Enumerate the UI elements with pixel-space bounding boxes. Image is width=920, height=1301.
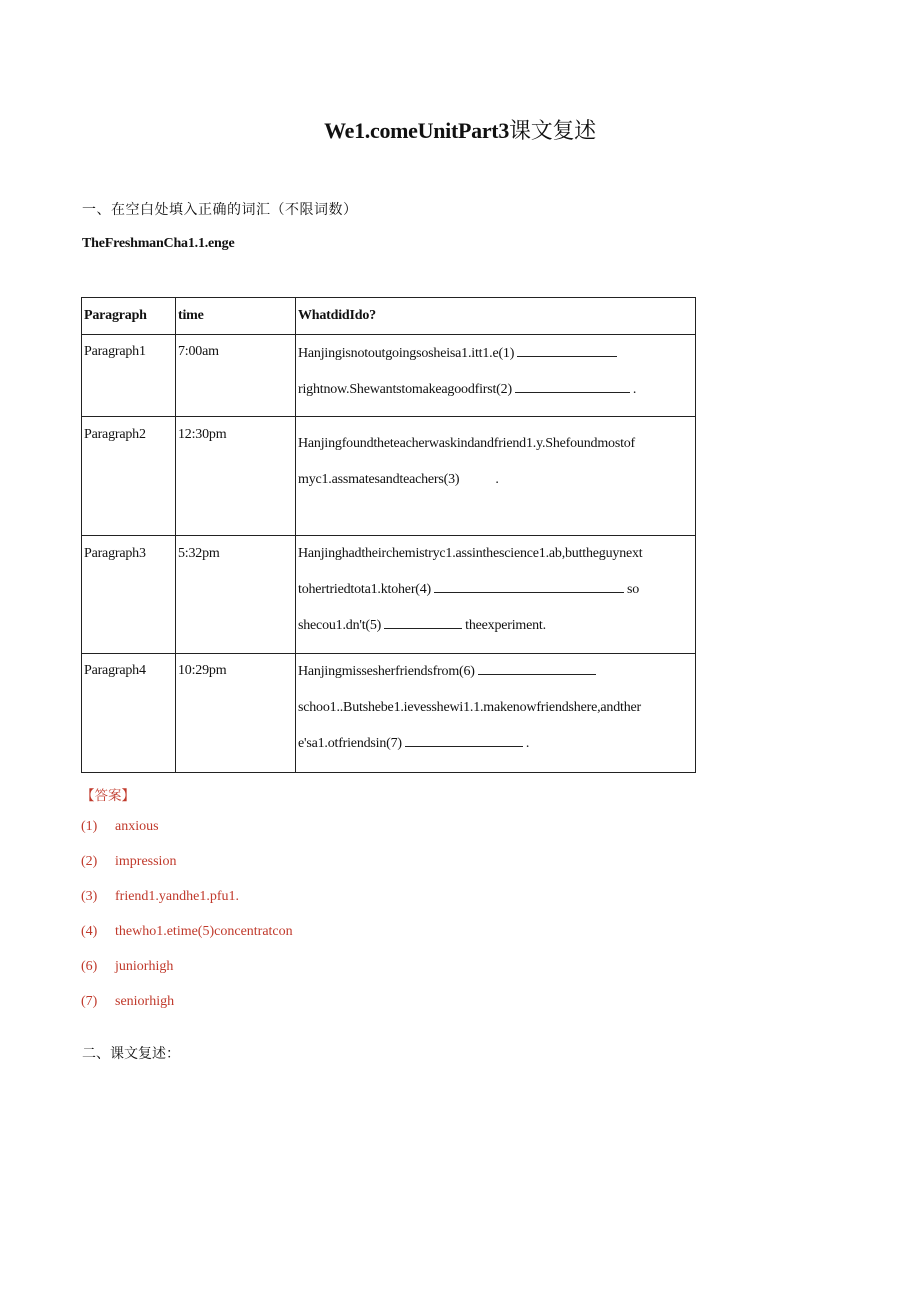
desc-text: shecou1.dn't(5) bbox=[298, 618, 382, 633]
desc-text: Hanjingisnotoutgoingsosheisa1.itt1.e(1) bbox=[298, 346, 515, 361]
answer-item bbox=[81, 959, 293, 994]
header-time: time bbox=[176, 298, 296, 335]
desc-text: Hanjinghadtheirchemistryc1.assinthescience1.ab,buttheguynext bbox=[298, 546, 643, 561]
answer-header: 【答案】 bbox=[81, 788, 135, 804]
table-header-row bbox=[82, 298, 696, 335]
answer-item bbox=[81, 854, 293, 889]
answer-item bbox=[81, 889, 293, 924]
answer-section bbox=[81, 784, 293, 1029]
header-paragraph: Paragraph bbox=[82, 298, 176, 335]
blank-5[interactable] bbox=[384, 615, 462, 629]
answer-item bbox=[81, 994, 293, 1029]
paragraph-label: Paragraph4 bbox=[82, 654, 176, 773]
description-cell bbox=[296, 654, 696, 773]
desc-text: theexperiment. bbox=[465, 618, 546, 633]
header-what: WhatdidIdo? bbox=[296, 298, 696, 335]
section2-heading: 二、课文复述： bbox=[82, 1046, 180, 1062]
desc-text: . bbox=[632, 382, 637, 397]
desc-text: rightnow.Shewantstomakeagoodfirst(2) bbox=[298, 382, 512, 397]
time-value: 10:29pm bbox=[176, 654, 296, 773]
page-title bbox=[0, 114, 920, 145]
blank-7[interactable] bbox=[405, 733, 523, 747]
answer-text: seniorhigh bbox=[115, 994, 175, 1009]
answer-num: (6) bbox=[81, 959, 98, 974]
answer-num: (1) bbox=[81, 819, 98, 834]
time-value: 12:30pm bbox=[176, 417, 296, 536]
desc-text: . bbox=[495, 472, 499, 487]
passage-title: TheFreshmanCha1.1.enge bbox=[82, 236, 235, 251]
table-row bbox=[82, 335, 696, 417]
description-cell bbox=[296, 335, 696, 417]
paragraph-label: Paragraph1 bbox=[82, 335, 176, 417]
paragraph-label: Paragraph3 bbox=[82, 536, 176, 654]
table-row bbox=[82, 536, 696, 654]
desc-text: tohertriedtota1.ktoher(4) bbox=[298, 582, 432, 597]
table-row bbox=[82, 417, 696, 536]
answer-item bbox=[81, 819, 293, 854]
desc-text: myc1.assmatesandteachers(3) bbox=[298, 472, 460, 487]
description-cell bbox=[296, 536, 696, 654]
section1-heading: 一、在空白处填入正确的词汇（不限词数） bbox=[82, 202, 358, 218]
desc-text: so bbox=[627, 582, 640, 597]
answer-num: (7) bbox=[81, 994, 98, 1009]
answer-num: (2) bbox=[81, 854, 98, 869]
answer-text: thewho1.etime(5)concentratcon bbox=[115, 924, 293, 939]
desc-text: schoo1..Butshebe1.ievesshewi1.1.makenowfriendshere,andther bbox=[298, 700, 641, 715]
answer-item bbox=[81, 924, 293, 959]
description-cell bbox=[296, 417, 696, 536]
blank-4[interactable] bbox=[434, 579, 624, 593]
desc-text: Hanjingmissesherfriendsfrom(6) bbox=[298, 664, 475, 679]
time-value: 5:32pm bbox=[176, 536, 296, 654]
blank-2[interactable] bbox=[515, 379, 630, 393]
desc-text: . bbox=[525, 736, 530, 751]
answer-num: (4) bbox=[81, 924, 98, 939]
title-cn: 课文复述 bbox=[509, 118, 596, 143]
answer-text: anxious bbox=[115, 819, 159, 834]
desc-text: Hanjingfoundtheteacherwaskindandfriend1.y.Shefoundmostof bbox=[298, 436, 636, 451]
title-en: We1.comeUnitPart3 bbox=[324, 118, 510, 143]
answer-text: friend1.yandhe1.pfu1. bbox=[115, 889, 240, 904]
blank-6[interactable] bbox=[478, 661, 596, 675]
desc-text: e'sa1.otfriendsin(7) bbox=[298, 736, 402, 751]
paragraph-label: Paragraph2 bbox=[82, 417, 176, 536]
fill-in-table bbox=[81, 297, 696, 773]
answer-text: juniorhigh bbox=[115, 959, 174, 974]
time-value: 7:00am bbox=[176, 335, 296, 417]
blank-1[interactable] bbox=[517, 343, 617, 357]
answer-text: impression bbox=[115, 854, 177, 869]
table-row bbox=[82, 654, 696, 773]
answer-num: (3) bbox=[81, 889, 98, 904]
